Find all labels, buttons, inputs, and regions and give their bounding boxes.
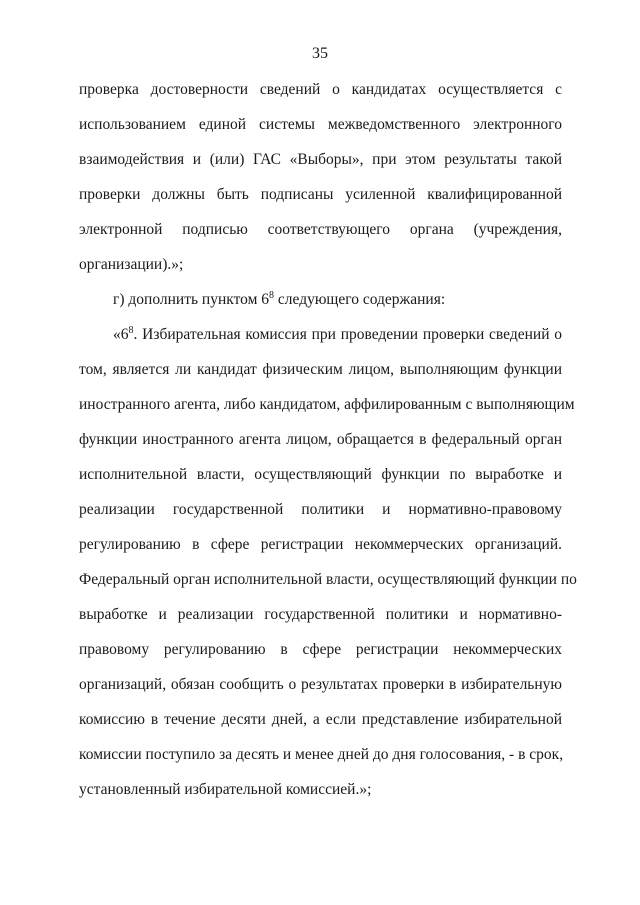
paragraph-2	[113, 290, 445, 310]
paragraph-3-line-9: выработке и реализации государственной политики и нормативно-	[79, 606, 562, 623]
paragraph-3-line-1	[113, 325, 562, 345]
paragraph-3-line-4: функции иностранного агента лицом, обращается в федеральный орган	[79, 431, 562, 448]
quote-open-point: «6	[113, 326, 129, 343]
paragraph-3-line-11: организаций, обязан сообщить о результатах проверки в избирательную	[79, 676, 562, 693]
paragraph-1-line-2: использованием единой системы межведомственного электронного	[79, 116, 562, 133]
paragraph-1-line-6: организации).»;	[79, 256, 184, 273]
paragraph-3-line-8: Федеральный орган исполнительной власти, осуществляющий функции по	[79, 571, 577, 588]
paragraph-1-line-3: взаимодействия и (или) ГАС «Выборы», при этом результаты такой	[79, 151, 562, 168]
paragraph-3-line-7: регулированию в сфере регистрации некоммерческих организаций.	[79, 536, 562, 553]
superscript: 8	[269, 290, 275, 301]
paragraph-3-line-12: комиссию в течение десяти дней, а если представление избирательной	[79, 711, 562, 728]
paragraph-1-line-4: проверки должны быть подписаны усиленной квалифицированной	[79, 186, 562, 203]
page-number: 35	[312, 45, 328, 62]
paragraph-3-line-5: исполнительной власти, осуществляющий функции по выработке и	[79, 466, 562, 483]
paragraph-3-line-10: правовому регулированию в сфере регистрации некоммерческих	[79, 641, 562, 658]
paragraph-3-line-14: установленный избирательной комиссией.»;	[79, 781, 372, 798]
paragraph-2-text: г) дополнить пунктом 6	[113, 291, 270, 308]
paragraph-3-line-1-text: . Избирательная комиссия при проведении проверки сведений о	[133, 326, 562, 343]
paragraph-3-line-6: реализации государственной политики и нормативно-правовому	[79, 501, 562, 518]
paragraph-3-line-13: комиссии поступило за десять и менее дней до дня голосования, - в срок,	[79, 746, 564, 763]
paragraph-1-line-5: электронной подписью соответствующего органа (учреждения,	[79, 221, 562, 238]
paragraph-3-line-3: иностранного агента, либо кандидатом, аффилированным с выполняющим	[79, 396, 575, 413]
superscript: 8	[128, 325, 134, 336]
paragraph-3-line-2: том, является ли кандидат физическим лицом, выполняющим функции	[79, 361, 562, 378]
paragraph-1-line-1: проверка достоверности сведений о кандидатах осуществляется с	[79, 81, 562, 98]
paragraph-2-text-tail: следующего содержания:	[274, 291, 446, 308]
